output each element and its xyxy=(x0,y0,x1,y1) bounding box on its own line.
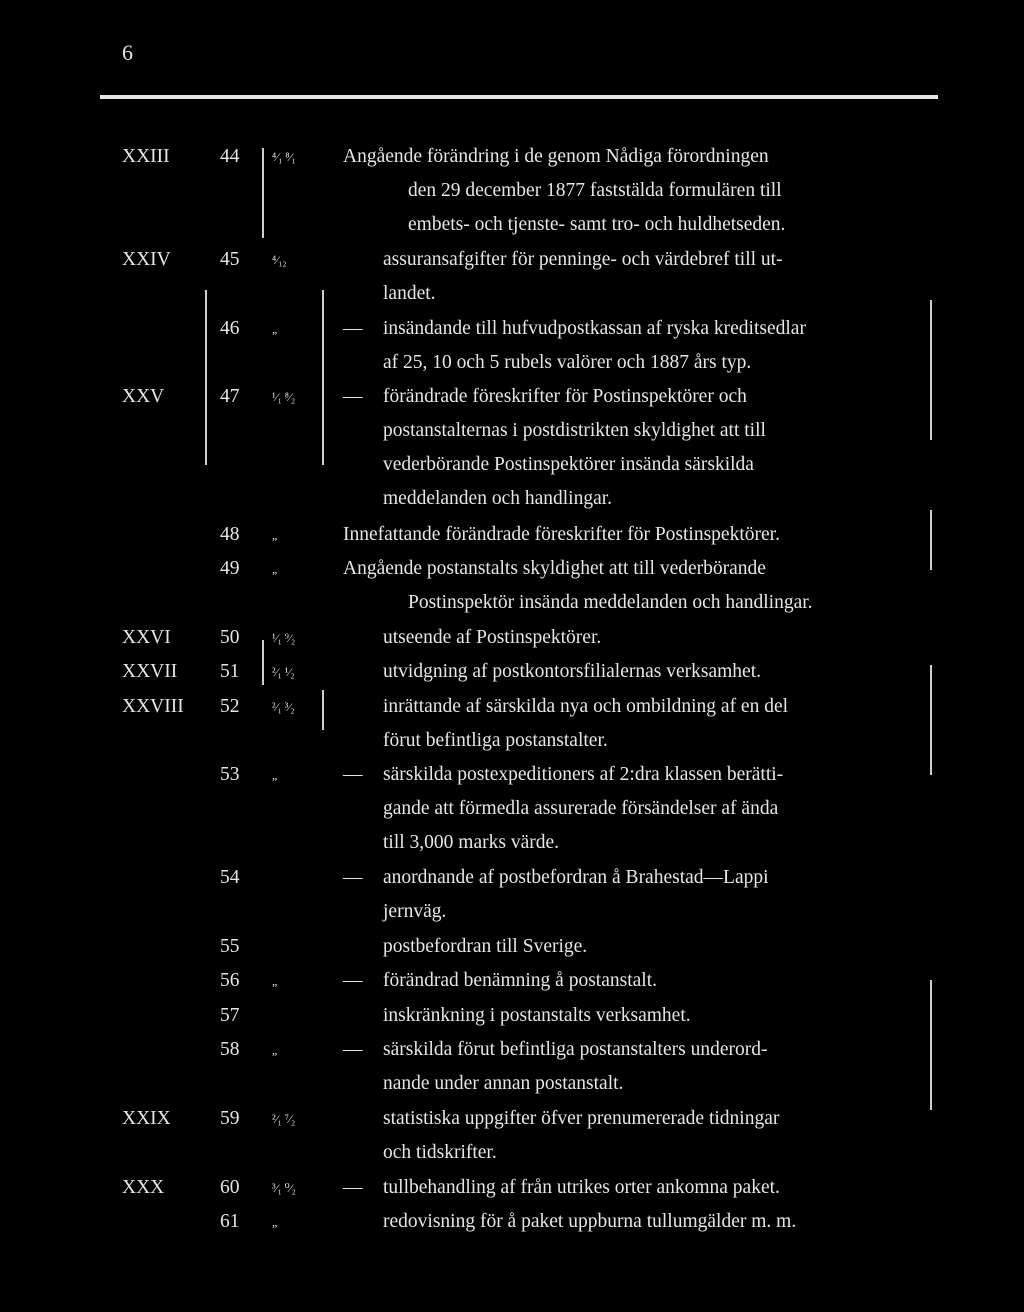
entry-number: 44 xyxy=(220,146,240,167)
entry-line: vederbörande Postinspektörer insända särskilda xyxy=(383,454,754,476)
entry-line: särskilda postexpeditioners af 2:dra klassen berätti- xyxy=(383,764,784,786)
date-reference: ⁴⁄₁₂ xyxy=(272,253,287,268)
entry-text xyxy=(383,380,766,516)
date-reference: ³⁄₁ ⁰⁄₂ xyxy=(272,1180,296,1195)
continuation-dash: — xyxy=(343,317,363,339)
date-reference: „ xyxy=(272,1043,278,1058)
column-rule xyxy=(322,290,324,465)
entry-text xyxy=(383,312,806,380)
entry-number: 46 xyxy=(220,317,240,339)
entry-number: 48 xyxy=(220,523,240,545)
date-reference: „ xyxy=(272,527,278,542)
entry-number: 45 xyxy=(220,249,240,271)
entry-line: till 3,000 marks värde. xyxy=(383,832,560,854)
date-reference: ²⁄₁ ⁷⁄₂ xyxy=(272,1111,296,1126)
entry-number: 56 xyxy=(220,970,240,992)
date-reference: „ xyxy=(272,562,278,577)
entry-line: förut befintliga postanstalter. xyxy=(383,729,608,751)
entry-line: jernväg. xyxy=(383,901,447,923)
entry-text xyxy=(383,1205,796,1239)
entry-line: redovisning för å paket uppburna tullumgälder m. m. xyxy=(383,1210,797,1232)
entry-line: inrättande af särskilda nya och ombildning af en del xyxy=(383,695,789,717)
roman-numeral: XXVI xyxy=(122,626,171,648)
roman-numeral: XXIII xyxy=(122,146,170,167)
entry-number: 52 xyxy=(220,695,240,717)
entry-text xyxy=(383,243,783,311)
entry-text xyxy=(343,518,780,552)
date-reference: ²⁄₁ ³⁄₂ xyxy=(272,699,295,714)
continuation-dash: — xyxy=(343,764,363,786)
entry-text xyxy=(383,1102,779,1170)
entry-line: landet. xyxy=(383,283,436,305)
date-reference: „ xyxy=(272,1214,278,1229)
entry-text xyxy=(383,930,587,964)
entry-line: inskränkning i postanstalts verksamhet. xyxy=(383,1004,691,1026)
entry-line: särskilda förut befintliga postanstalters underord- xyxy=(383,1039,768,1061)
entry-text xyxy=(383,690,788,758)
column-rule xyxy=(322,690,324,730)
entry-text xyxy=(383,999,691,1033)
page-number: 6 xyxy=(122,40,133,65)
entry-line: utseende af Postinspektörer. xyxy=(383,626,602,648)
date-reference: ¹⁄₁ ⁸⁄₂ xyxy=(272,390,296,405)
date-reference: ¹⁄₁ ⁹⁄₂ xyxy=(272,630,296,645)
entry-text xyxy=(383,861,769,929)
roman-numeral: XXVIII xyxy=(122,695,184,717)
entry-number: 58 xyxy=(220,1039,240,1061)
entry-number: 50 xyxy=(220,626,240,648)
column-rule xyxy=(930,980,932,1110)
entry-line: af 25, 10 och 5 rubels valörer och 1887 års typ. xyxy=(383,351,752,373)
entry-line: nande under annan postanstalt. xyxy=(383,1073,624,1095)
date-reference: „ xyxy=(272,768,278,783)
entry-number: 49 xyxy=(220,558,240,580)
entry-text xyxy=(383,964,657,998)
date-reference: „ xyxy=(272,321,278,336)
roman-numeral: XXVII xyxy=(122,661,178,683)
entry-line: insändande till hufvudpostkassan af ryska kreditsedlar xyxy=(383,317,806,339)
entry-line: embets- och tjenste- samt tro- och huldhetseden. xyxy=(408,214,786,235)
column-rule xyxy=(930,510,932,570)
entry-number: 53 xyxy=(220,764,240,786)
entry-line: statistiska uppgifter öfver prenumererade tidningar xyxy=(383,1107,780,1129)
entry-line: postanstalternas i postdistrikten skyldighet att till xyxy=(383,420,766,442)
entry-line: tullbehandling af från utrikes orter ankomna paket. xyxy=(383,1176,780,1198)
entry-number: 51 xyxy=(220,661,240,683)
entry-number: 61 xyxy=(220,1210,240,1232)
entry-text xyxy=(383,758,783,860)
entry-number: 57 xyxy=(220,1004,240,1026)
roman-numeral: XXV xyxy=(122,386,165,408)
entry-text xyxy=(383,655,761,689)
entry-line: anordnande af postbefordran å Brahestad—Lappi xyxy=(383,867,769,889)
column-rule xyxy=(930,300,932,440)
entry-text xyxy=(343,552,813,620)
entry-line: meddelanden och handlingar. xyxy=(383,488,613,510)
entry-text xyxy=(383,1171,780,1205)
roman-numeral: XXIV xyxy=(122,249,171,271)
entry-text xyxy=(383,621,601,655)
continuation-dash: — xyxy=(343,1176,363,1198)
entry-number: 60 xyxy=(220,1176,240,1198)
entry-line: assuransafgifter för penninge- och värdebref till ut- xyxy=(383,249,783,271)
entry-text xyxy=(343,140,785,242)
entry-line: och tidskrifter. xyxy=(383,1141,497,1163)
entry-line: Angående förändring i de genom Nådiga förordningen xyxy=(343,146,769,167)
roman-numeral: XXIX xyxy=(122,1107,171,1129)
entry-number: 54 xyxy=(220,867,240,889)
column-rule xyxy=(262,640,264,685)
entry-number: 47 xyxy=(220,386,240,408)
column-rule xyxy=(930,665,932,775)
entry-line: postbefordran till Sverige. xyxy=(383,936,588,958)
entry-line: Angående postanstalts skyldighet att till vederbörande xyxy=(343,558,766,580)
column-rule xyxy=(205,290,207,465)
entry-number: 59 xyxy=(220,1107,240,1129)
date-reference: „ xyxy=(272,974,278,989)
continuation-dash: — xyxy=(343,867,363,889)
continuation-dash: — xyxy=(343,970,363,992)
entry-line: förändrad benämning å postanstalt. xyxy=(383,970,657,992)
continuation-dash: — xyxy=(343,1039,363,1061)
entry-text xyxy=(383,1033,767,1101)
entry-number: 55 xyxy=(220,936,240,958)
entry-line: gande att förmedla assurerade försändelser af ända xyxy=(383,798,779,820)
entry-line: utvidgning af postkontorsfilialernas verksamhet. xyxy=(383,661,762,683)
date-reference: ⁴⁄₁ ⁸⁄₁ xyxy=(272,150,296,164)
entry-line: Innefattande förändrade föreskrifter för Postinspektörer. xyxy=(343,523,780,545)
date-reference: ²⁄₁ ¹⁄₂ xyxy=(272,665,295,680)
continuation-dash: — xyxy=(343,386,363,408)
entry-line: den 29 december 1877 faststälda formulären till xyxy=(408,180,782,201)
roman-numeral: XXX xyxy=(122,1176,165,1198)
column-rule xyxy=(262,148,264,238)
entry-line: Postinspektör insända meddelanden och handlingar. xyxy=(408,592,813,614)
entry-line: förändrade föreskrifter för Postinspektörer och xyxy=(383,386,747,408)
